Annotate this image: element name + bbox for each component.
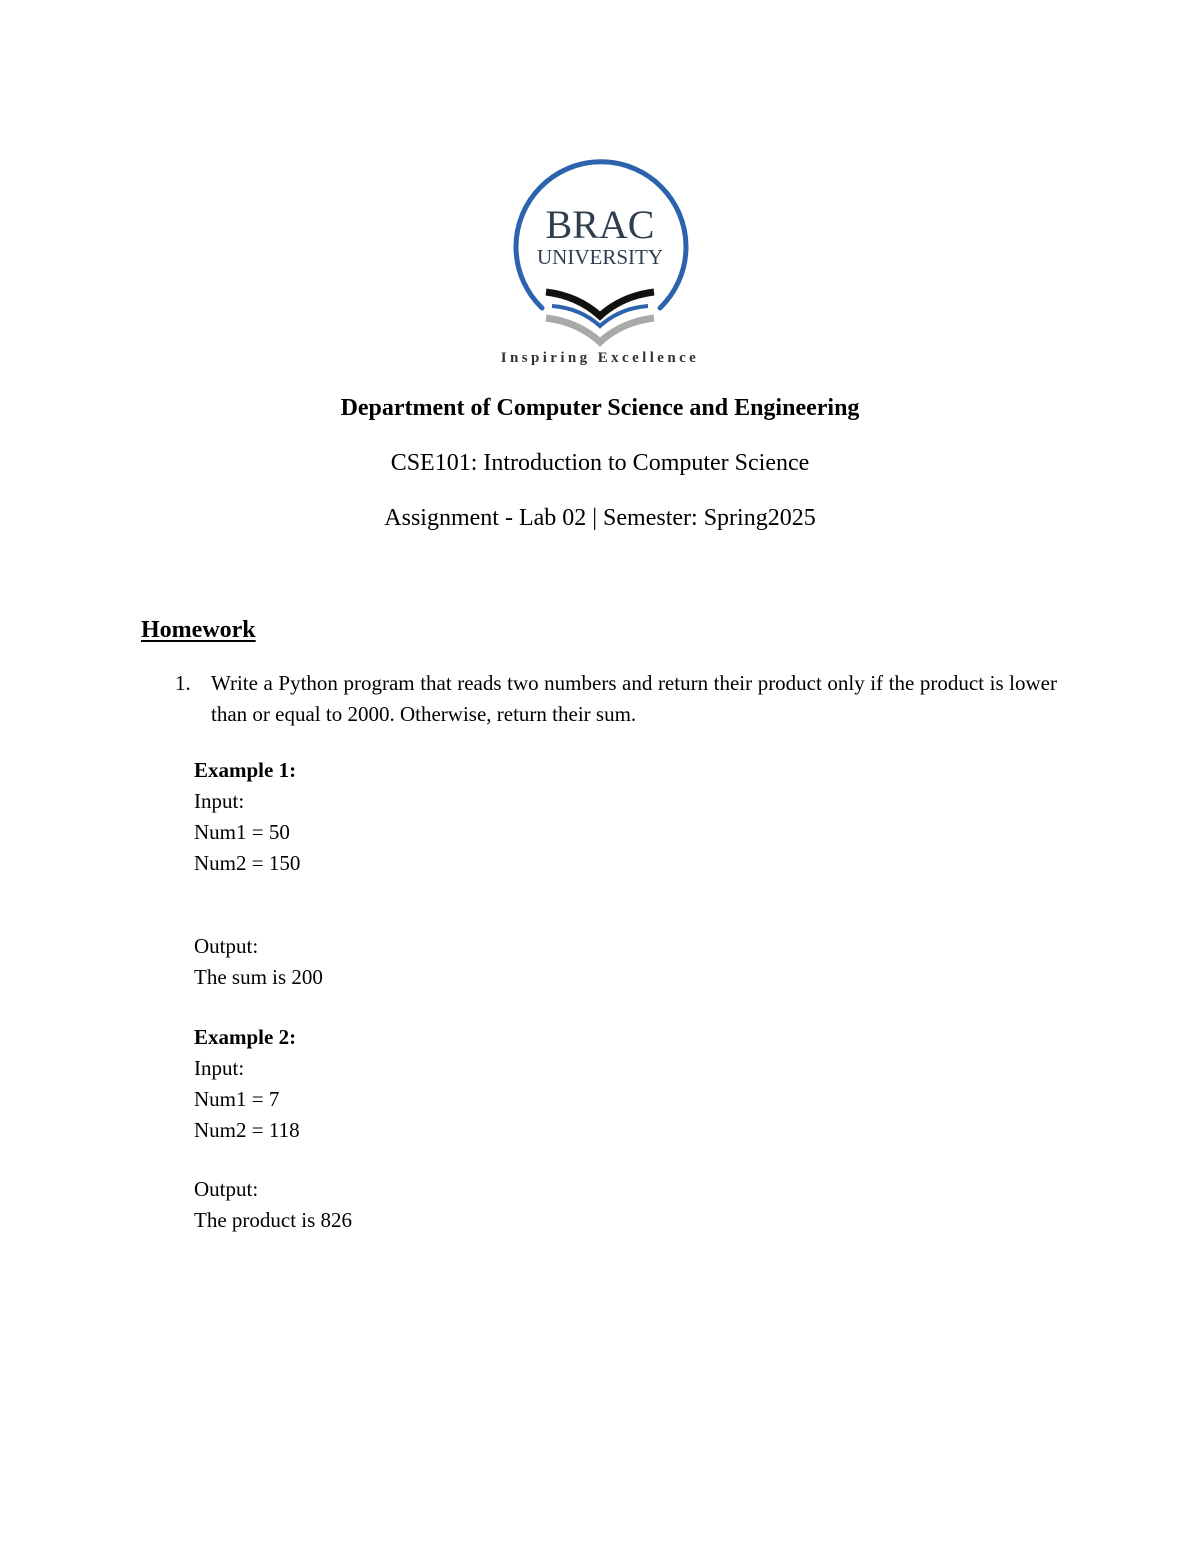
department-title: Department of Computer Science and Engineering [340, 395, 860, 421]
output-label: Output: [194, 1177, 259, 1201]
example-1-output-block [194, 931, 323, 993]
question-number: 1. [175, 671, 191, 695]
book-stroke-dark [546, 292, 654, 316]
logo-emblem [480, 158, 730, 358]
example-2-input-block [194, 1022, 300, 1146]
example-title: Example 2: [194, 1025, 297, 1049]
logo-name-top: BRAC [545, 202, 655, 247]
logo-tagline: Inspiring Excellence [500, 350, 700, 366]
input-line: Num1 = 50 [194, 820, 290, 844]
logo-name-bottom: UNIVERSITY [537, 245, 663, 269]
output-line: The sum is 200 [194, 965, 323, 989]
brac-university-logo [480, 158, 730, 378]
input-line: Num2 = 118 [194, 1118, 300, 1142]
example-1-input-block [194, 755, 300, 879]
input-line: Num2 = 150 [194, 851, 301, 875]
homework-heading: Homework [141, 617, 256, 643]
example-2-output-block [194, 1174, 352, 1236]
question-text: Write a Python program that reads two numbers and return their product only if the product is lower than or equal to 2000. Otherwise, return their sum. [211, 671, 1057, 726]
assignment-title: Assignment - Lab 02 | Semester: Spring2025 [384, 505, 816, 531]
input-label: Input: [194, 1056, 245, 1080]
output-label: Output: [194, 934, 259, 958]
question-1 [175, 668, 1057, 730]
course-title: CSE101: Introduction to Computer Science [390, 450, 810, 476]
input-label: Input: [194, 789, 245, 813]
input-line: Num1 = 7 [194, 1087, 280, 1111]
book-stroke-gray [546, 318, 654, 342]
example-title: Example 1: [194, 758, 297, 782]
output-line: The product is 826 [194, 1208, 353, 1232]
